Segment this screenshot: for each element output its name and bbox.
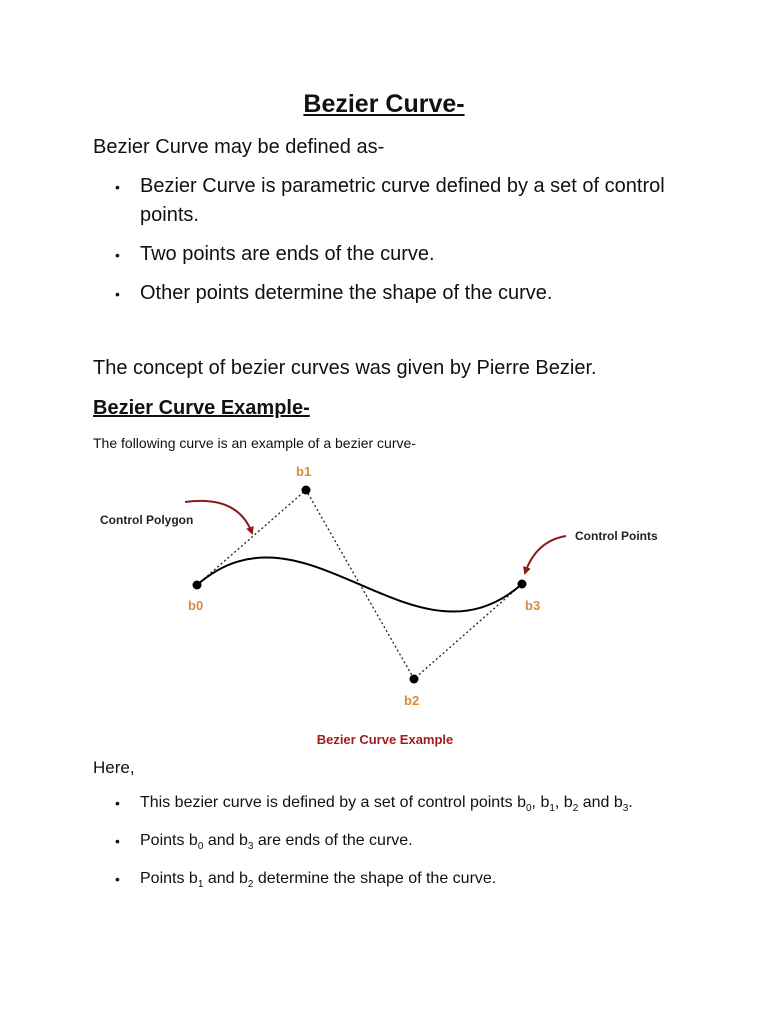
figure-caption: Bezier Curve Example — [316, 732, 454, 747]
control-point-b3 — [518, 580, 527, 589]
bezier-diagram — [80, 455, 700, 755]
label-b2: b2 — [404, 693, 420, 708]
list-item-text: Two points are ends of the curve. — [140, 243, 435, 265]
label-b0: b0 — [188, 598, 204, 613]
label-b3: b3 — [525, 598, 541, 613]
bullet-icon: • — [115, 247, 120, 263]
list-item-text: Points $b_0$ and $b_3$ are ends of the curve. — [140, 832, 413, 853]
example-intro: The following curve is an example of a bezier curve- — [93, 435, 416, 451]
list-item-text: Other points determine the shape of the curve. — [140, 282, 553, 304]
control-points-label: Control Points — [575, 529, 658, 543]
list-item-text: Bezier Curve is parametric curve defined by a set of control points. — [140, 175, 665, 226]
list-item — [115, 866, 675, 898]
control-points-arrow-icon — [525, 536, 566, 573]
page-title: Bezier Curve- — [303, 90, 465, 118]
example-heading: Bezier Curve Example- — [93, 397, 310, 419]
label-b1: b1 — [296, 464, 312, 479]
control-polygon-label: Control Polygon — [100, 513, 194, 527]
bullet-icon: • — [115, 795, 120, 811]
explanation-list — [115, 790, 675, 905]
definition-list — [115, 172, 675, 318]
control-polygon-arrow-icon — [185, 501, 252, 533]
bullet-icon: • — [115, 871, 120, 888]
bullet-icon: • — [115, 286, 120, 302]
list-item — [115, 240, 675, 269]
bezier-curve — [197, 557, 522, 611]
list-item — [115, 279, 675, 308]
list-item-text: Points $b_1$ and $b_2$ determine the shape of the curve. — [140, 870, 497, 891]
bezier-figure — [80, 455, 700, 755]
control-point-b0 — [193, 581, 202, 590]
bullet-icon: • — [115, 833, 120, 850]
bullet-icon: • — [115, 179, 120, 195]
list-item — [115, 790, 675, 822]
list-item-text: This bezier curve is defined by a set of control points $b_0$, $b_1$, $b_2$ and $b_3$. — [140, 794, 633, 815]
intro-text: Bezier Curve may be defined as- — [93, 136, 385, 158]
here-text: Here, — [93, 758, 135, 777]
concept-text: The concept of bezier curves was given by Pierre Bezier. — [93, 357, 597, 379]
list-item — [115, 828, 675, 860]
control-point-b2 — [410, 675, 419, 684]
list-item — [115, 172, 675, 230]
control-point-b1 — [302, 486, 311, 495]
